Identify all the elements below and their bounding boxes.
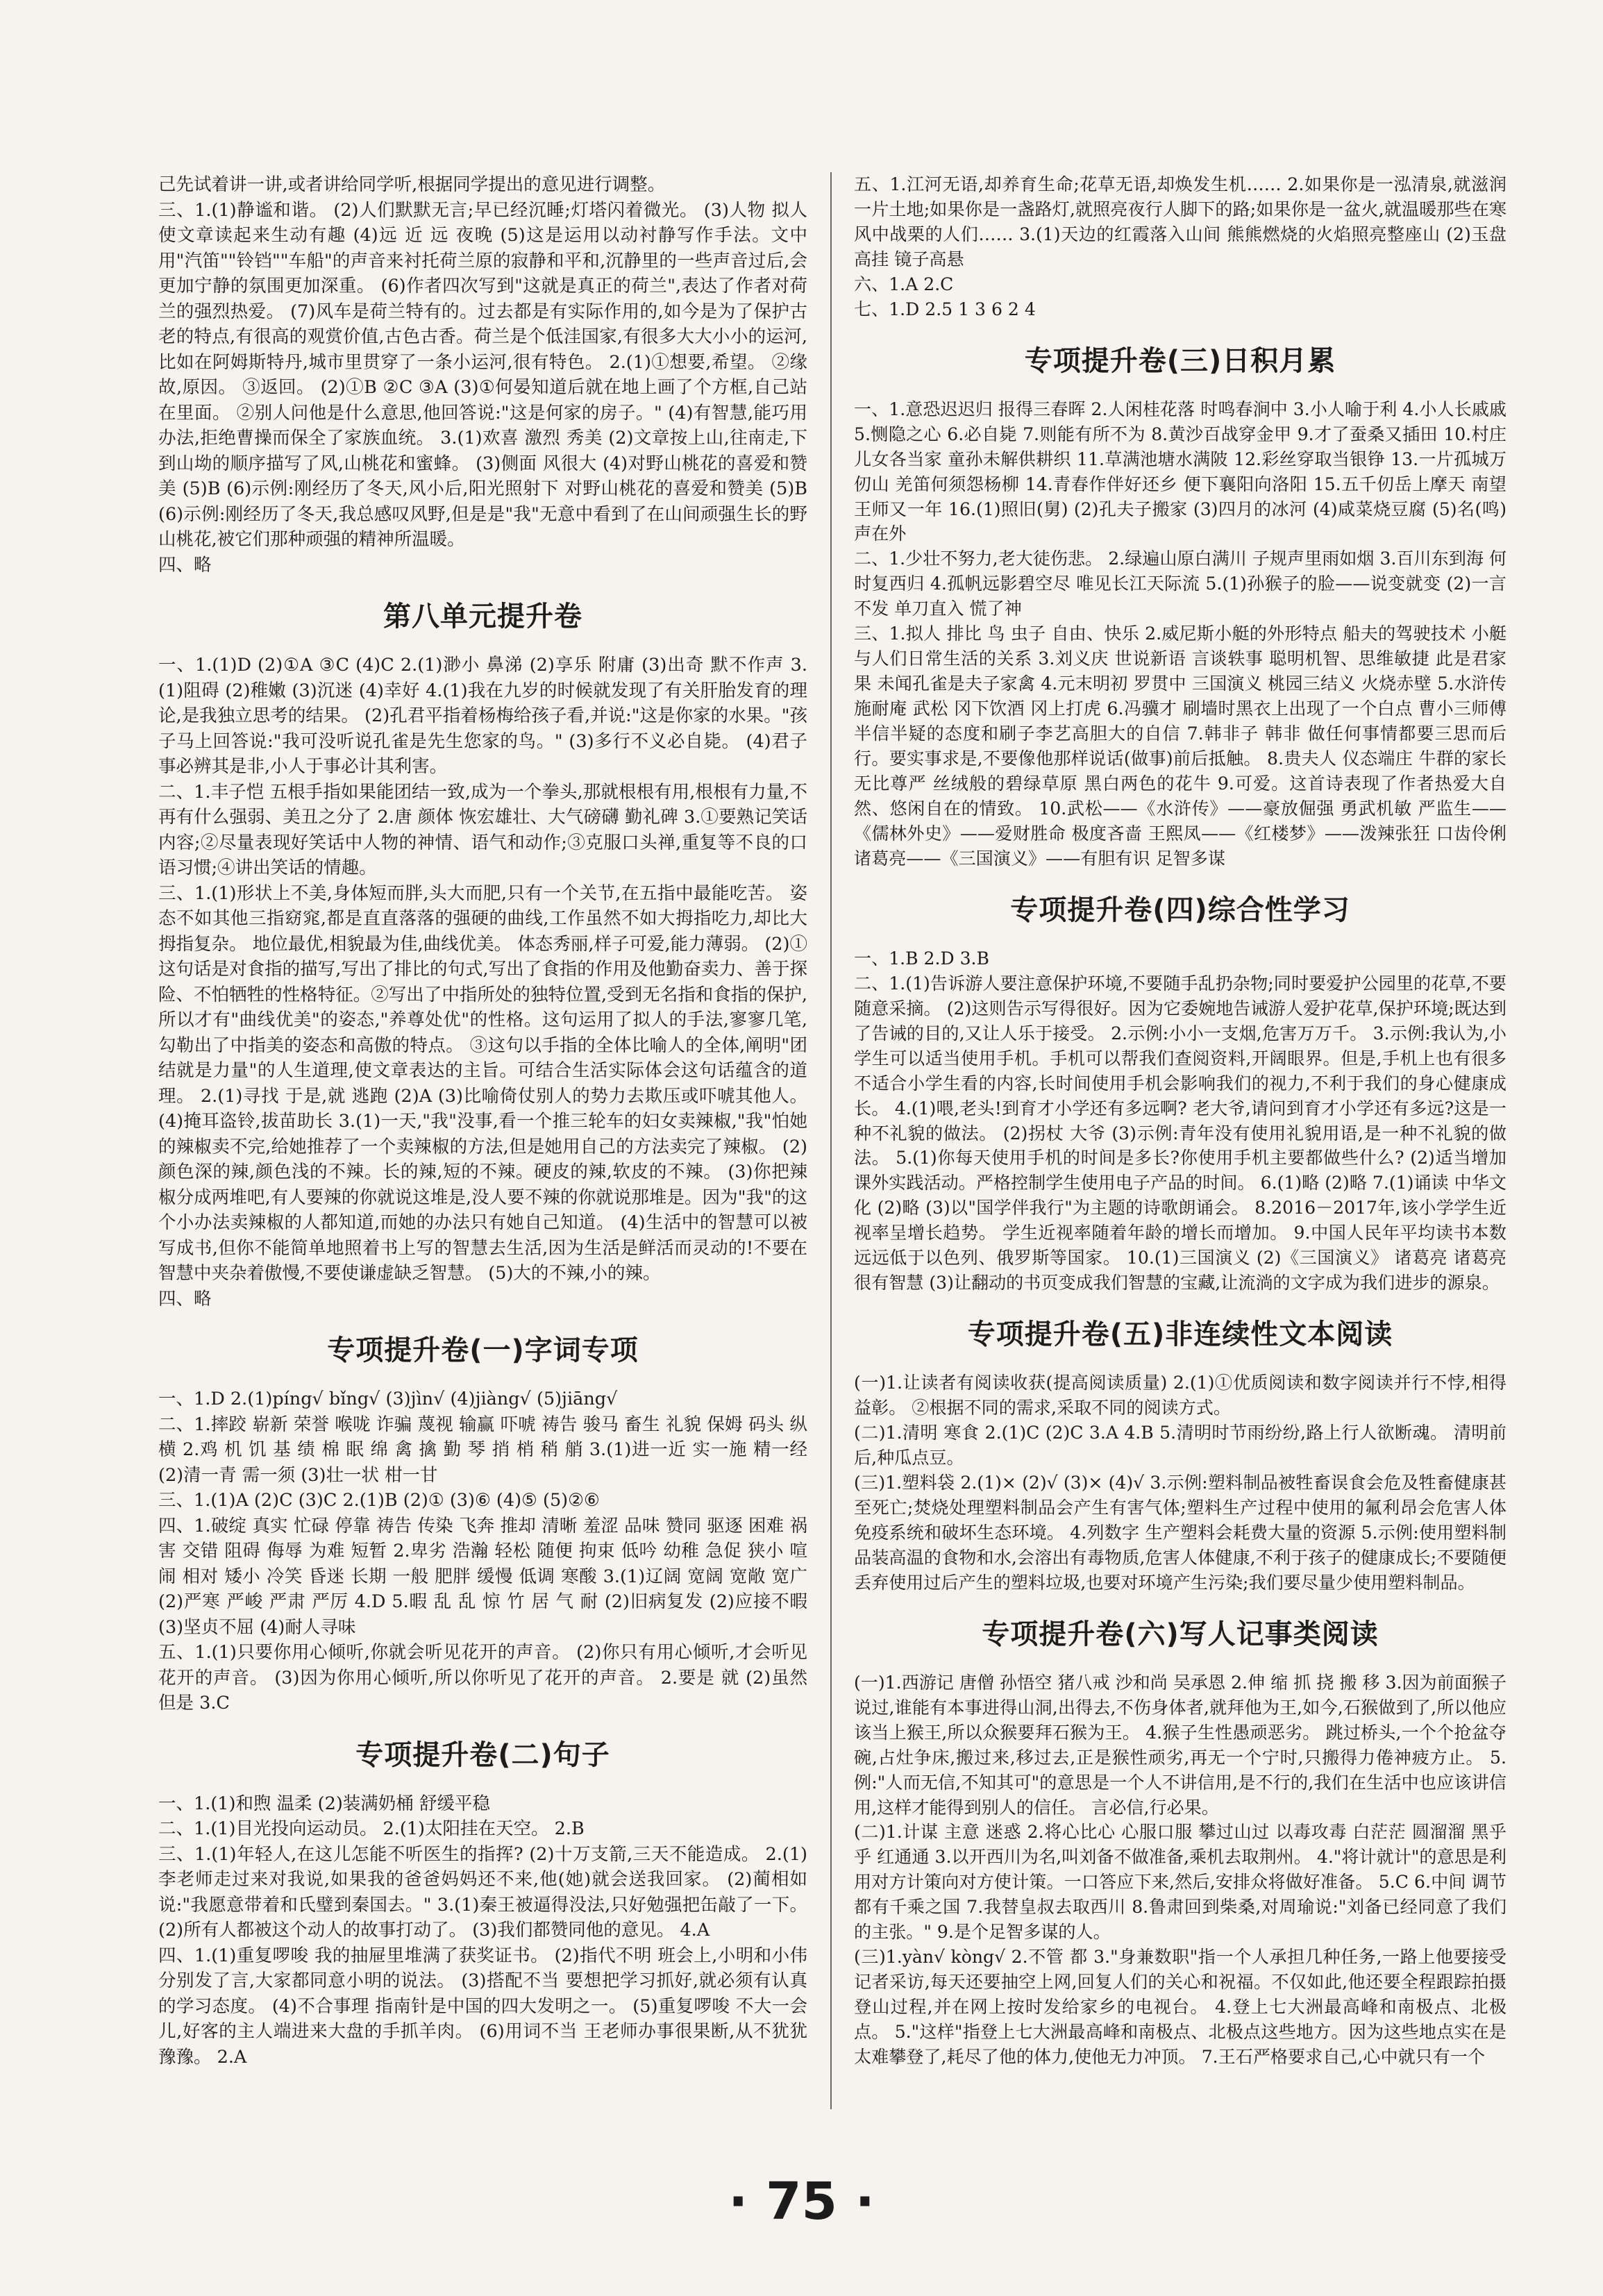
section-title: 专项提升卷(三)日积月累 <box>1024 344 1336 377</box>
answer-block: (一)1.西游记 唐僧 孙悟空 猪八戒 沙和尚 吴承恩 2.伸 缩 抓 挠 搬 移 3.因为前面猴子说过,谁能有本事进得山洞,出得去,不伤身体者,就拜他为王,如今,石猴做到了,所以他应该当上猴王,所以众猴要拜石猴为王。 4.猴子生性愚顽恶劣。 跳过桥头,一个个抢盆夺碗,占灶争床,搬过来,移过去,正是猴性顽劣,再无一个宁时,只搬得力倦神疲方止。 5.例:"人而无信,不知其可"的意思是一个人不讲信用,是不行的,我们在生活中也应该讲信用,这样才能得到别人的信任。 言必信,行必果。 (二)1.计谋 主意 迷惑 2.将心比心 心服口服 攀过山过 以毒攻毒 白茫茫 圆溜溜 黑乎乎 红通通 3.以开西川为名,叫刘备不做准备,乘机去取荆州。 4."将计就计"的意思是利用对方计策向对方使计策。一口答应下来,然后,安排众将做好准备。 5.C 6.中间 调节 都有千乘之国 7.我替皇叔去取西川 8.鲁肃回到柴桑,对周瑜说:"刘备已经同意了我们的主张。" 9.是个足智多谋的人。 (三)1.yàn√ kòng√ 2.不管 都 3."身兼数职"指一个人承担几种任务,一路上他要接受记者采访,每天还要抽空上网,回复人们的关心和祝福。不仅如此,他还要全程跟踪拍摄登山过程,并在网上按时发给家乡的电视台。 4.登上七大洲最高峰和南极点、北极点。 5."这样"指登上七大洲最高峰和南极点、北极点这些地方。因为这些地点实在是太难攀登了,耗尽了他的体力,使他无力冲顶。 7.王石严格要求自己,心中就只有一个 <box>854 1672 1507 2068</box>
answer-block: 一、1.D 2.(1)píng√ bǐng√ (3)jìn√ (4)jiàng√ (5)jiāng√ 二、1.摔跤 崭新 荣誉 喉咙 诈骗 蔑视 输赢 吓唬 祷告 骏马 畜生 礼貌 保姆 码头 纵横 2.鸡 机 饥 基 绩 棉 眠 绵 禽 擒 勤 琴 捎 梢 稍 艄 3.(1)进一近 实一施 精一经 (2)清一青 需一须 (3)壮一状 柑一甘 三、1.(1)A (2)C (3)C 2.(1)B (2)① (3)⑥ (4)⑤ (5)②⑥ 四、1.破绽 真实 忙碌 停靠 祷告 传染 飞奔 推却 清晰 羞涩 品味 赞同 驱逐 困难 祸害 交错 阻碍 侮辱 为难 短暂 2.卑劣 浩瀚 轻松 随便 拘束 低吟 幼稚 急促 狭小 喧闹 相对 矮小 冷笑 昏迷 长期 一般 肥胖 缓慢 低调 寒酸 3.(1)辽阔 宽阔 宽敞 宽广 (2)严寒 严峻 严肃 严厉 4.D 5.暇 乱 乱 惊 竹 居 气 耐 (2)旧病复发 (2)应接不暇 (3)坚贞不屈 (4)耐人寻味 五、1.(1)只要你用心倾听,你就会听见花开的声音。 (2)你只有用心倾听,才会听见花开的声音。 (3)因为你用心倾听,所以你听见了花开的声音。 2.要是 就 (2)虽然 但是 3.C <box>158 1389 807 1713</box>
page-number: · 75 · <box>728 2172 875 2231</box>
answer-block: 一、1.B 2.D 3.B 二、1.(1)告诉游人要注意保护环境,不要随手乱扔杂物;同时要爱护公园里的花草,不要随意采摘。 (2)这则告示写得很好。因为它委婉地告诫游人爱护花草,保护环境;既达到了告诫的目的,又让人乐于接受。 2.示例:小小一支烟,危害万万千。 3.示例:我认为,小学生可以适当使用手机。手机可以帮我们查阅资料,开阔眼界。但是,手机上也有很多不适合小学生看的内容,长时间使用手机会影响我们的视力,不利于我们的身心健康成长。 4.(1)喂,老头!到育才小学还有多远啊? 老大爷,请问到育才小学还有多远?这是一种不礼貌的做法。 (2)拐杖 大爷 (3)示例:青年没有使用礼貌用语,是一种不礼貌的做法。 5.(1)你每天使用手机的时间是多长?你使用手机主要都做些什么? (2)适当增加课外实践活动。严格控制学生使用电子产品的时间。 6.(1)略 (2)略 7.(1)诵读 中华文化 (2)略 (3)以"国学伴我行"为主题的诗歌朗诵会。 8.2016－2017年,该小学学生近视率呈增长趋势。 学生近视率随着年龄的增长而增加。 9.中国人民年平均读书本数远远低于以色列、俄罗斯等国家。 10.(1)三国演义 (2)《三国演义》 诸葛亮 诸葛亮很有智慧 (3)让翻动的书页变成我们智慧的宝藏,让流淌的文字成为我们进步的源泉。 <box>854 948 1507 1293</box>
answer-block: 一、1.(1)和煦 温柔 (2)装满奶桶 舒缓平稳 二、1.(1)目光投向运动员。 2.(1)太阳挂在天空。 2.B 三、1.(1)年轻人,在这儿怎能不听医生的指挥? (2)十万支箭,三天不能造成。 2.(1)李老师走过来对我说,如果我的爸爸妈妈还不来,他(她)就会送我回家。 (2)蔺相如说:"我愿意带着和氏璧到秦国去。" 3.(1)秦王被逼得没法,只好勉强把缶敲了一下。 (2)所有人都被这个动人的故事打动了。 (3)我们都赞同他的意见。 4.A 四、1.(1)重复啰唆 我的抽屉里堆满了获奖证书。 (2)指代不明 班会上,小明和小伟分别发了言,大家都同意小明的说法。 (3)搭配不当 要想把学习抓好,就必须有认真的学习态度。 (4)不合事理 指南针是中国的四大发明之一。 (5)重复啰唆 不大一会儿,好客的主人端进来大盘的手抓羊肉。 (6)用词不当 王老师办事很果断,从不犹犹豫豫。 2.A <box>158 1793 807 2068</box>
answer-block: 五、1.江河无语,却养育生命;花草无语,却焕发生机…… 2.如果你是一泓清泉,就滋润一片土地;如果你是一盏路灯,就照亮夜行人脚下的路;如果你是一盆火,就温暖那些在寒风中战栗的人们…… 3.(1)天边的红霞落入山间 熊熊燃烧的火焰照亮整座山 (2)玉盘高挂 镜子高悬 六、1.A 2.C 七、1.D 2.5 1 3 6 2 4 <box>854 174 1507 319</box>
right-column <box>854 172 1507 2070</box>
column-divider <box>830 172 832 2109</box>
answer-block: 一、1.(1)D (2)①A ③C (4)C 2.(1)渺小 鼻涕 (2)享乐 附庸 (3)出奇 默不作声 3.(1)阻碍 (2)稚嫩 (3)沉迷 (4)幸好 4.(1)我在九岁的时候就发现了有关肝胎发育的理论,是我独立思考的结果。 (2)孔君平指着杨梅给孩子看,并说:"这是你家的水果。"孩子马上回答说:"我可没听说孔雀是先生您家的鸟。" (3)多行不义必自毙。 (4)君子事必辨其是非,小人于事必计其利害。 二、1.丰子恺 五根手指如果能团结一致,成为一个拳头,那就根根有用,根根有力量,不再有什么强弱、美丑之分了 2.唐 颜体 恢宏雄壮、大气磅礴 勤礼碑 3.①要熟记笑话内容;②尽量表现好笑话中人物的神情、语气和动作;③克服口头禅,重复等不良的口语习惯;④讲出笑话的情趣。 三、1.(1)形状上不美,身体短而胖,头大而肥,只有一个关节,在五指中最能吃苦。 姿态不如其他三指窈窕,都是直直落落的强硬的曲线,工作虽然不如大拇指吃力,却比大拇指复杂。 地位最优,相貌最为佳,曲线优美。 体态秀丽,样子可爱,能力薄弱。 (2)①这句话是对食指的描写,写出了排比的句式,写出了食指的作用及他勤奋卖力、善于探险、不怕牺牲的性格特征。②写出了中指所处的独特位置,受到无名指和食指的保护,所以才有"曲线优美"的姿态,"养尊处优"的性格。这句运用了拟人的手法,寥寥几笔,勾勒出了中指美的姿态和高傲的特点。 ③这句以手指的全体比喻人的全体,阐明"团结就是力量"的人生道理,使文章表达的主旨。可结合生活实际体会这句话蕴含的道理。 2.(1)寻找 于是,就 逃跑 (2)A (3)比喻倚仗别人的势力去欺压或吓唬其他人。 (4)掩耳盗铃,拔苗助长 3.(1)一天,"我"没事,看一个推三轮车的妇女卖辣椒,"我"怕她的辣椒卖不完,给她推荐了一个卖辣椒的方法,但是她用自己的方法卖完了辣椒。 (2)颜色深的辣,颜色浅的不辣。长的辣,短的不辣。硬皮的辣,软皮的不辣。 (3)你把辣椒分成两堆吧,有人要辣的你就说这堆是,没人要不辣的你就说那堆是。因为"我"的这个小办法卖辣椒的人都知道,而她的办法只有她自己知道。 (4)生活中的智慧可以被写成书,但你不能简单地照着书上写的智慧去生活,因为生活是鲜活而灵动的!不要在智慧中夹杂着傲慢,不要使谦虚缺乏智慧。 (5)大的不辣,小的辣。 四、略 <box>158 655 807 1309</box>
left-column <box>158 172 807 2070</box>
section-title: 专项提升卷(五)非连续性文本阅读 <box>967 1318 1393 1351</box>
section-title: 专项提升卷(二)句子 <box>355 1738 610 1771</box>
section-title: 专项提升卷(一)字词专项 <box>327 1334 639 1366</box>
section-title: 专项提升卷(六)写人记事类阅读 <box>982 1618 1379 1650</box>
section-title: 第八单元提升卷 <box>383 601 582 632</box>
answer-block: (一)1.让读者有阅读收获(提高阅读质量) 2.(1)①优质阅读和数字阅读并行不悖,相得益彰。 ②根据不同的需求,采取不同的阅读方式。 (二)1.清明 寒食 2.(1)C (2)C 3.A 4.B 5.清明时节雨纷纷,路上行人欲断魂。 清明前后,种瓜点豆。 (三)1.塑料袋 2.(1)× (2)√ (3)× (4)√ 3.示例:塑料制品被牲畜误食会危及牲畜健康甚至死亡;焚烧处理塑料制品会产生有害气体;塑料生产过程中使用的氟利昂会危害人体免疫系统和破坏生态环境。 4.列数字 生产塑料会耗费大量的资源 5.示例:使用塑料制品装高温的食物和水,会溶出有毒物质,危害人体健康,不利于孩子的健康成长;不要随便丢弃使用过后产生的塑料垃圾,也要对环境产生污染;我们要尽量少使用塑料制品。 <box>854 1373 1507 1593</box>
answer-block: 一、1.意恐迟迟归 报得三春晖 2.人闲桂花落 时鸣春涧中 3.小人喻于利 4.小人长戚戚 5.恻隐之心 6.必自毙 7.则能有所不为 8.黄沙百战穿金甲 9.才了蚕桑又插田 10.村庄儿女各当家 童孙未解供耕织 11.草满池塘水满陂 12.彩丝穿取当银铮 13.一片孤城万仞山 羌笛何须怨杨柳 14.青春作伴好还乡 便下襄阳向洛阳 15.五千仞岳上摩天 南望王师又一年 16.(1)照旧(舅) (2)孔夫子搬家 (3)四月的冰河 (4)咸菜烧豆腐 (5)名(鸣)声在外 二、1.少壮不努力,老大徒伤悲。 2.绿遍山原白满川 子规声里雨如烟 3.百川东到海 何时复西归 4.孤帆远影碧空尽 唯见长江天际流 5.(1)孙猴子的脸——说变就变 (2)一言不发 单刀直入 慌了神 三、1.拟人 排比 鸟 虫子 自由、快乐 2.威尼斯小艇的外形特点 船夫的驾驶技术 小艇与人们日常生活的关系 3.刘义庆 世说新语 言谈轶事 聪明机智、思维敏捷 此是君家果 未闻孔雀是夫子家禽 4.元末明初 罗贯中 三国演义 桃园三结义 火烧赤壁 5.水浒传 施耐庵 武松 冈下饮酒 冈上打虎 6.冯骥才 刷墙时黑衣上出现了一个白点 曹小三师傅半信半疑的态度和刷子李艺高胆大的自信 7.韩非子 韩非 做任何事情都要三思而后行。要实事求是,不要像他那样说话(做事)前后抵触。 8.贵夫人 仪态端庄 牛群的家长 无比尊严 丝绒般的碧绿草原 黑白两色的花牛 9.可爱。这首诗表现了作者热爱大自然、悠闲自在的情致。 10.武松——《水浒传》——豪放倔强 勇武机敏 严监生——《儒林外史》——爱财胜命 极度吝啬 王熙凤——《红楼梦》——泼辣张狂 口齿伶俐 诸葛亮——《三国演义》——有胆有识 足智多谋 <box>854 399 1507 869</box>
section-title: 专项提升卷(四)综合性学习 <box>1010 894 1350 926</box>
answer-block: 己先试着讲一讲,或者讲给同学听,根据同学提出的意见进行调整。 三、1.(1)静谧和谐。 (2)人们默默无言;早已经沉睡;灯塔闪着微光。 (3)人物 拟人 使文章读起来生动有趣 (4)远 近 远 夜晚 (5)这是运用以动衬静写作手法。文中用"汽笛""铃铛""车船"的声音来衬托荷兰原的寂静和平和,沉静里的一些声音过后,会更加宁静的氛围更加深重。 (6)作者四次写到"这就是真正的荷兰",表达了作者对荷兰的强烈热爱。 (7)风车是荷兰特有的。过去都是有实际作用的,如今是为了保护古老的特点,有很高的观赏价值,古色古香。荷兰是个低洼国家,有很多大大小小的运河,比如在阿姆斯特丹,城市里贯穿了一条小运河,很有特色。 2.(1)①想要,希望。 ②缘故,原因。 ③返回。 (2)①B ②C ③A (3)①何晏知道后就在地上画了个方框,自己站在里面。 ②别人问他是什么意思,他回答说:"这是何家的房子。" (4)有智慧,能巧用办法,拒绝曹操而保全了家族血统。 3.(1)欢喜 激烈 秀美 (2)文章按上山,往南走,下到山坳的顺序描写了风,山桃花和蜜蜂。 (3)侧面 风很大 (4)对野山桃花的喜爱和赞美 (5)B (6)示例:刚经历了冬天,风小后,阳光照射下 对野山桃花的喜爱和赞美 (5)B (6)示例:刚经历了冬天,我总感叹风野,但是是"我"无意中看到了在山间顽强生长的野山桃花,被它们那种顽强的精神所温暖。 四、略 <box>158 174 807 576</box>
